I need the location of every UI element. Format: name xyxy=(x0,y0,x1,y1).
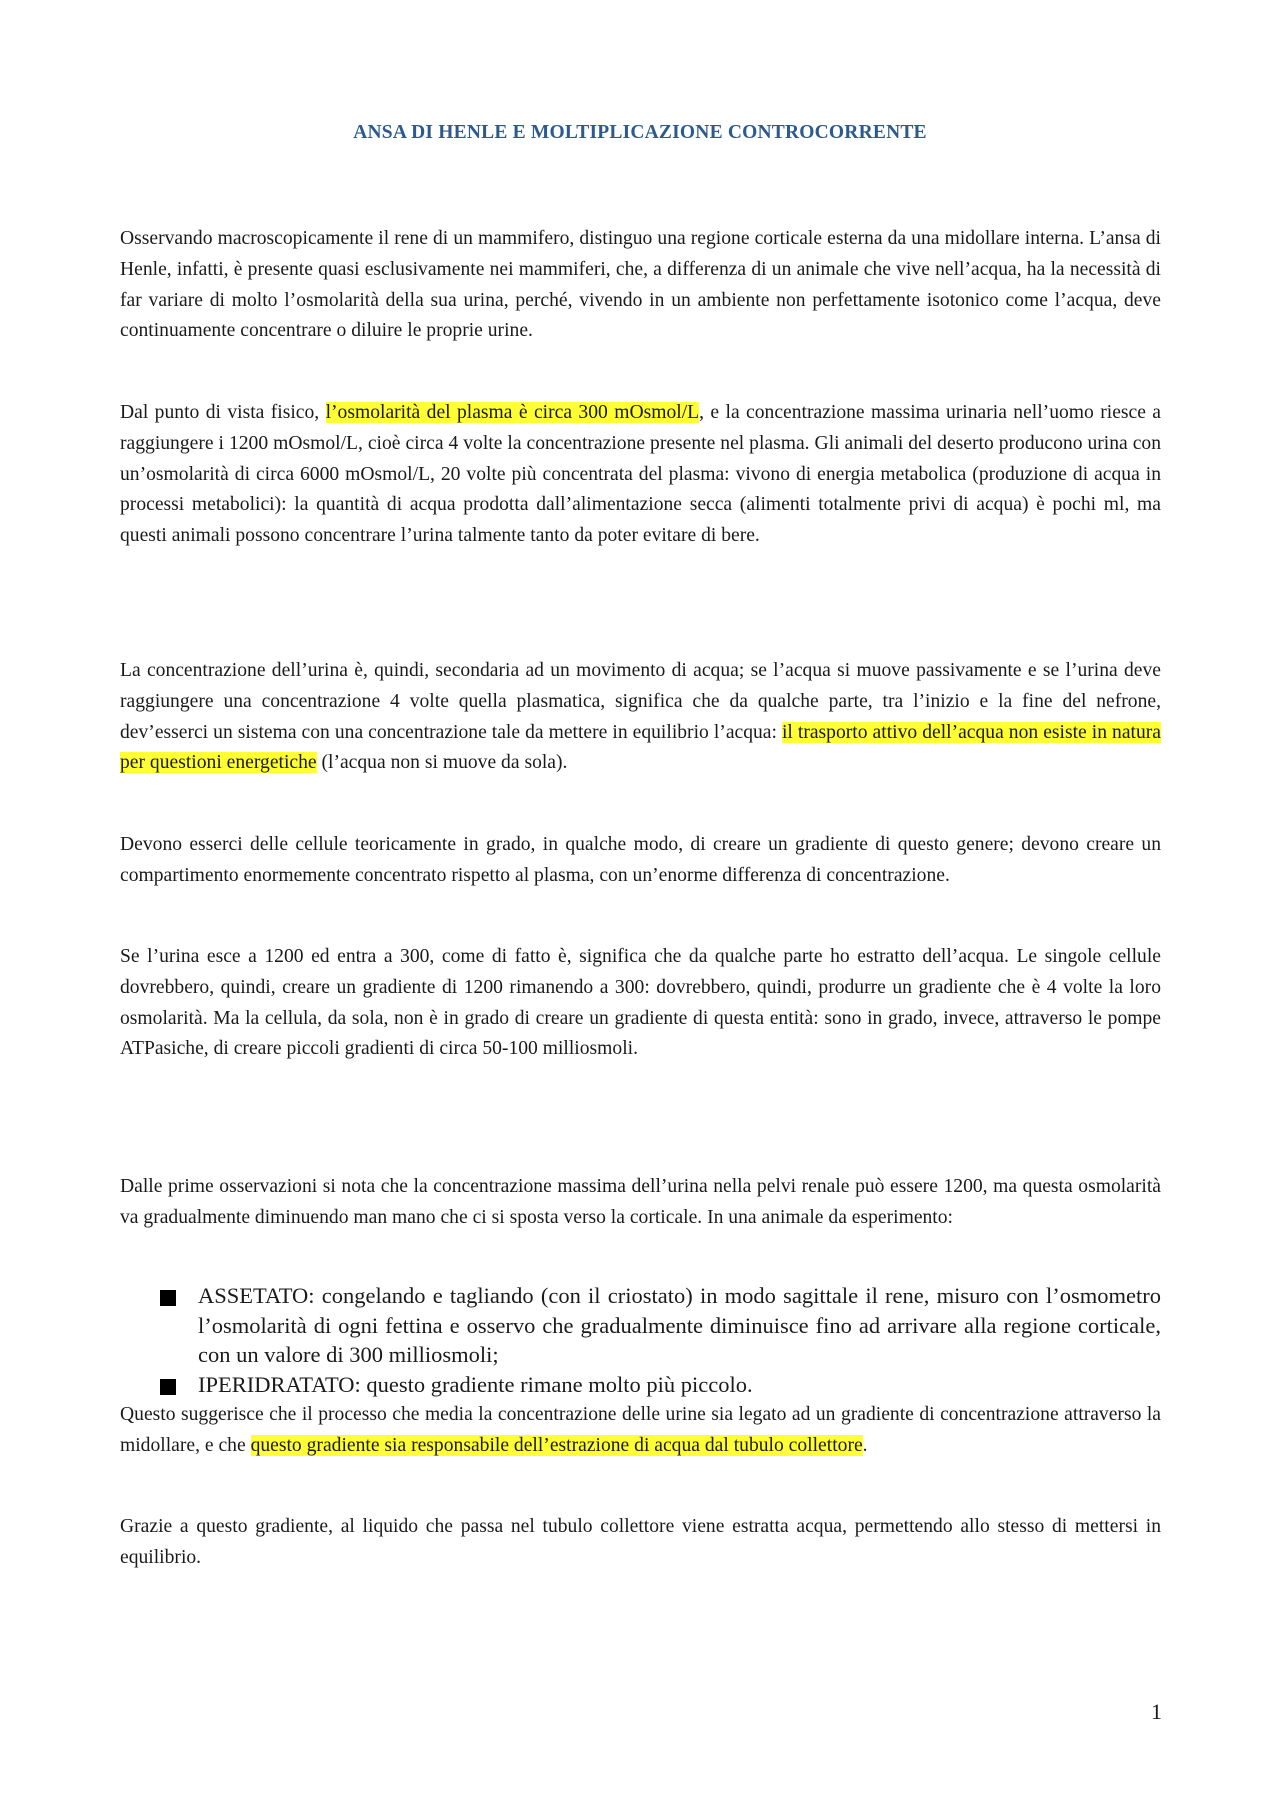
paragraph-2-text-rest: , e la concentrazione massima urinaria nell’uomo riesce a raggiungere i 1200 mOsmol/L, cioè circa 4 volte la concentrazione presente nel plasma. Gli animali del deserto producono urina con un’osmolarità di circa 6000 mOsmol/L, 20 volte più concentrata del plasma: vivono di energia metabolica (produzione di acqua in processi metabolici): la quantità di acqua prodotta dall’alimentazione secca (alimenti totalmente privi di acqua) è pochi ml, ma questi animali possono concentrare l’urina talmente tanto da poter evitare di bere. xyxy=(120,402,1162,547)
list-item-text: IPERIDRATATO: questo gradiente rimane molto più piccolo. xyxy=(198,1371,753,1397)
paragraph-7 xyxy=(120,1400,1161,1462)
highlight-active-transport: il trasporto attivo dell’acqua non esiste in natura per questioni energetiche xyxy=(120,721,1161,774)
paragraph-4: Devono esserci delle cellule teoricamente in grado, in qualche modo, di creare un gradiente di questo genere; devono creare un compartimento enormemente concentrato rispetto al plasma, con un’enorme differenza di concentrazione. xyxy=(120,834,1161,886)
experiment-list xyxy=(160,1281,1161,1399)
paragraph-7-text-rest: . xyxy=(862,1434,868,1456)
paragraph-2 xyxy=(120,398,1161,552)
list-item xyxy=(160,1281,1161,1370)
paragraph-5: Se l’urina esce a 1200 ed entra a 300, come di fatto è, significa che da qualche parte ho estratto dell’acqua. Le singole cellule dovrebbero, quindi, creare un gradiente di 1200 rimanendo a 300: dovrebbero, quindi, produrre un gradiente che è 4 volte la loro osmolarità. Ma la cellula, da sola, non è in grado di creare un gradiente di questa entità: sono in grado, invece, attraverso le pompe ATPasiche, di creare piccoli gradienti di circa 50-100 milliosmoli. xyxy=(120,946,1161,1060)
highlight-collecting-tubule: questo gradiente sia responsabile dell’estrazione di acqua dal tubulo collettore xyxy=(250,1434,863,1456)
paragraph-1: Osservando macroscopicamente il rene di un mammifero, distinguo una regione corticale esterna da una midollare interna. L’ansa di Henle, infatti, è presente quasi esclusivamente nei mammiferi, che, a differenza di un animale che vive nell’acqua, ha la necessità di far variare di molto l’osmolarità della sua urina, perché, vivendo in un ambiente non perfettamente isotonico come l’acqua, deve continuamente concentrare o diluire le proprie urine. xyxy=(120,228,1161,342)
document-title: ANSA DI HENLE E MOLTIPLICAZIONE CONTROCORRENTE xyxy=(353,122,927,143)
paragraph-3-text: La concentrazione dell’urina è, quindi, secondaria ad un movimento di acqua; se l’acqua si muove passivamente e se l’urina deve raggiungere una concentrazione 4 volte quella plasmatica, significa che da qualche parte, tra l’inizio e la fine del nefrone, dev’esserci un sistema con una concentrazione tale da mettere in equilibrio l’acqua: xyxy=(120,660,1161,743)
list-item xyxy=(160,1370,1161,1400)
square-bullet-icon xyxy=(160,1379,176,1395)
paragraph-3-text-rest: (l’acqua non si muove da sola). xyxy=(316,752,568,774)
page-number: 1 xyxy=(1151,1699,1162,1724)
paragraph-6: Dalle prime osservazioni si nota che la concentrazione massima dell’urina nella pelvi renale può essere 1200, ma questa osmolarità va gradualmente diminuendo man mano che ci si sposta verso la corticale. In una animale da esperimento: xyxy=(120,1176,1161,1228)
square-bullet-icon xyxy=(160,1290,176,1306)
highlight-plasma-osmolarity: l’osmolarità del plasma è circa 300 mOsmol/L xyxy=(325,402,700,423)
paragraph-8: Grazie a questo gradiente, al liquido che passa nel tubulo collettore viene estratta acqua, permettendo allo stesso di mettersi in equilibrio. xyxy=(120,1516,1161,1568)
paragraph-2-text: Dal punto di vista fisico, xyxy=(120,402,326,423)
paragraph-7-text: Questo suggerisce che il processo che media la concentrazione delle urine sia legato ad un gradiente di concentrazione attraverso la midollare, e che xyxy=(120,1404,1161,1456)
list-item-text: ASSETATO: congelando e tagliando (con il criostato) in modo sagittale il rene, misuro con l’osmometro l’osmolarità di ogni fettina e osservo che gradualmente diminuisce fino ad arrivare alla regione corticale, con un valore di 300 milliosmoli; xyxy=(198,1283,1161,1367)
paragraph-3 xyxy=(120,656,1161,779)
